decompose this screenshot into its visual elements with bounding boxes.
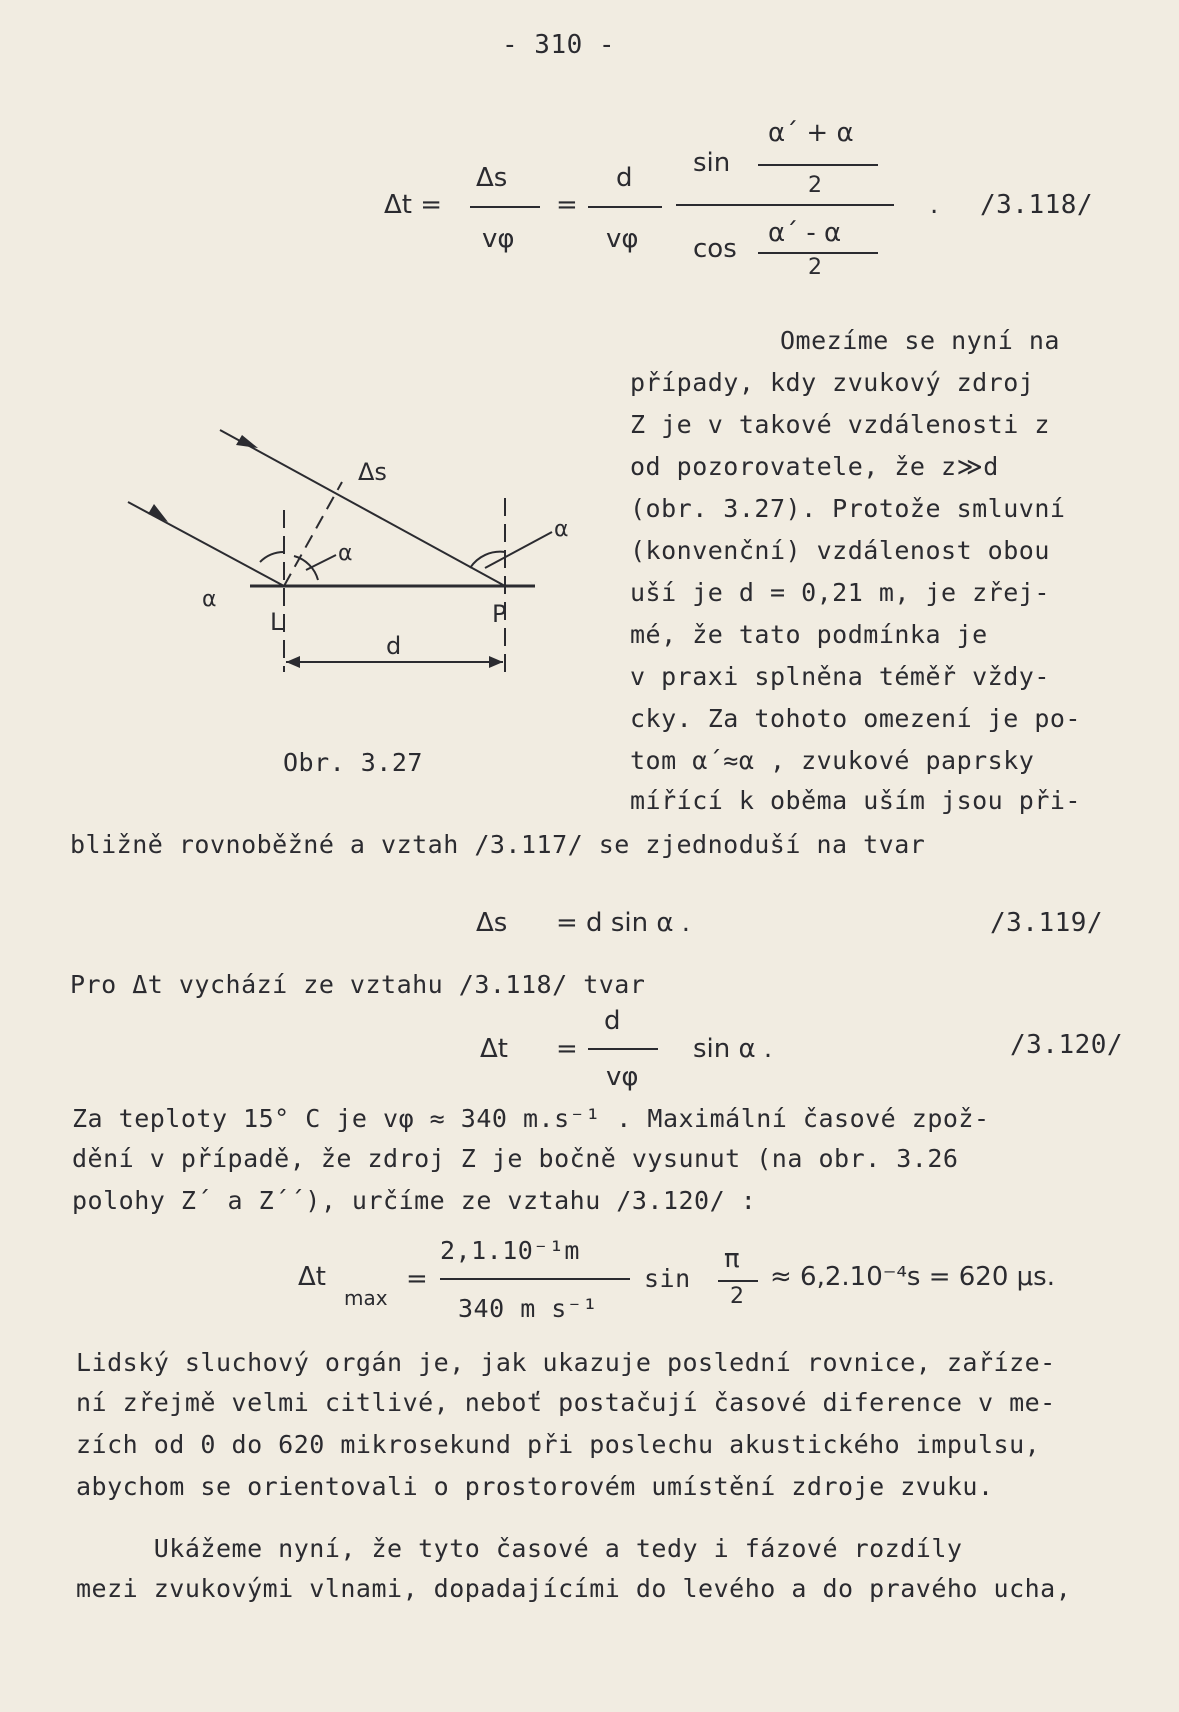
- eqmax-sub: max: [344, 1286, 388, 1310]
- dim-arrow-left: [286, 656, 300, 668]
- dim-arrow-right: [489, 656, 503, 668]
- eqmax-pi-num: π: [724, 1244, 740, 1274]
- text-line: uší je d = 0,21 m, je zřej-: [630, 578, 1050, 607]
- eq119-label: /3.119/: [990, 908, 1104, 938]
- text-line: případy, kdy zvukový zdroj: [630, 368, 1035, 397]
- fig-label-d: d: [386, 632, 402, 660]
- eq118-lhs: Δt =: [384, 190, 443, 220]
- text-line: zích od 0 do 620 mikrosekund při poslechu akustického impulsu,: [76, 1430, 1041, 1459]
- eqmax-bar: [440, 1278, 630, 1280]
- text-line: ní zřejmě velmi citlivé, neboť postačují časové diference v me-: [76, 1388, 1056, 1417]
- line-pro: Pro Δt vychází ze vztahu /3.118/ tvar: [70, 970, 646, 999]
- eqmax-lhs: Δt: [298, 1262, 326, 1292]
- text-line: Lidský sluchový orgán je, jak ukazuje poslední rovnice, zaříze-: [76, 1348, 1056, 1377]
- text-line: mezi zvukovými vlnami, dopadajícími do levého a do pravého ucha,: [76, 1574, 1072, 1603]
- eq118-top-num: α´ + α: [768, 118, 854, 148]
- eq118-cos: cos: [693, 234, 737, 264]
- fig-delta-s: Δs: [358, 458, 387, 486]
- eq118-f1-bar: [470, 206, 540, 208]
- eq118-f2-num: d: [616, 163, 633, 193]
- text-line: abychom se orientovali o prostorovém umístění zdroje zvuku.: [76, 1472, 994, 1501]
- eqmax-pi-bar: [718, 1280, 758, 1282]
- fig-alpha-right: α: [554, 517, 569, 542]
- text-line: Z je v takové vzdálenosti z: [630, 410, 1050, 439]
- text-line: dění v případě, že zdroj Z je bočně vysunut (na obr. 3.26: [72, 1144, 959, 1173]
- eq120-lhs: Δt: [480, 1034, 508, 1064]
- text-line: Ukážeme nyní, že tyto časové a tedy i fázové rozdíly: [76, 1534, 963, 1563]
- eqmax-num: 2,1.10⁻¹m: [440, 1236, 580, 1265]
- eqmax-sin: sin: [644, 1264, 691, 1293]
- eq118-bot-den: 2: [808, 255, 822, 280]
- figure-3-27: [110, 410, 590, 770]
- eq118-end: .: [930, 190, 939, 220]
- paragraph-continuation: bližně rovnoběžné a vztah /3.117/ se zjednoduší na tvar: [70, 830, 926, 859]
- text-line: Omezíme se nyní na: [780, 326, 1060, 355]
- ray-right: [220, 430, 505, 586]
- angle-arc-left-top: [260, 552, 284, 562]
- eq118-sin: sin: [693, 148, 731, 178]
- text-line: od pozorovatele, že z≫d: [630, 452, 999, 481]
- arrow-head-right: [236, 435, 258, 448]
- text-line: v praxi splněna téměř vždy-: [630, 662, 1050, 691]
- eq120-eq: =: [556, 1034, 578, 1064]
- eq120-label: /3.120/: [1010, 1030, 1124, 1060]
- eqmax-rhs: ≈ 6,2.10⁻⁴s = 620 μs.: [770, 1262, 1055, 1292]
- alpha-leader-right: [485, 532, 552, 568]
- eq118-f2-bar: [588, 206, 662, 208]
- text-line: (obr. 3.27). Protože smluvní: [630, 494, 1066, 523]
- eq118-f2-den: vφ: [606, 224, 639, 254]
- paragraph-3: [76, 1348, 1166, 1518]
- alpha-leader-mid: [306, 555, 336, 570]
- eqmax-den: 340 m s⁻¹: [458, 1294, 598, 1323]
- text-line: polohy Z´ a Z´´), určíme ze vztahu /3.120/ :: [72, 1186, 757, 1215]
- fig-alpha-mid: α: [338, 541, 353, 566]
- text-line: Za teploty 15° C je vφ ≈ 340 m.s⁻¹ . Maximální časové zpož-: [72, 1104, 990, 1133]
- arrow-head-left: [148, 504, 168, 522]
- paragraph-4: [76, 1534, 1176, 1624]
- eq119-lhs: Δs: [476, 908, 508, 938]
- eq120-den: vφ: [606, 1062, 639, 1092]
- fig-label-P: P: [492, 600, 507, 628]
- eq118-f1-num: Δs: [476, 163, 508, 193]
- eq120-num: d: [604, 1006, 621, 1036]
- text-line: mířící k oběma uším jsou při-: [630, 786, 1081, 815]
- fig-label-L: L: [270, 608, 284, 636]
- eq118-bot-num: α´ - α: [768, 218, 842, 248]
- eq119-rhs: = d sin α .: [556, 908, 690, 938]
- right-column-text: [630, 326, 1170, 826]
- eq118-bot-bar: [758, 252, 878, 254]
- figure-caption: Obr. 3.27: [283, 748, 423, 777]
- eq118-f1-den: vφ: [482, 224, 515, 254]
- eq118-top-bar: [758, 164, 878, 166]
- eq120-bar: [588, 1048, 658, 1050]
- page-number: - 310 -: [502, 30, 616, 60]
- fig-alpha-left: α: [202, 587, 217, 612]
- text-line: (konvenční) vzdálenost obou: [630, 536, 1050, 565]
- text-line: mé, že tato podmínka je: [630, 620, 988, 649]
- eq118-main-bar: [676, 204, 894, 206]
- eq118-eq1: =: [556, 190, 578, 220]
- eq118-top-den: 2: [808, 173, 822, 198]
- paragraph-2: [72, 1104, 1152, 1234]
- eq118-label: /3.118/: [980, 190, 1094, 220]
- eqmax-eq: =: [406, 1264, 428, 1294]
- text-line: cky. Za tohoto omezení je po-: [630, 704, 1081, 733]
- text-line: tom α´≈α , zvukové paprsky: [630, 746, 1035, 775]
- eq120-rhs: sin α .: [693, 1034, 773, 1064]
- eqmax-pi-den: 2: [730, 1284, 744, 1309]
